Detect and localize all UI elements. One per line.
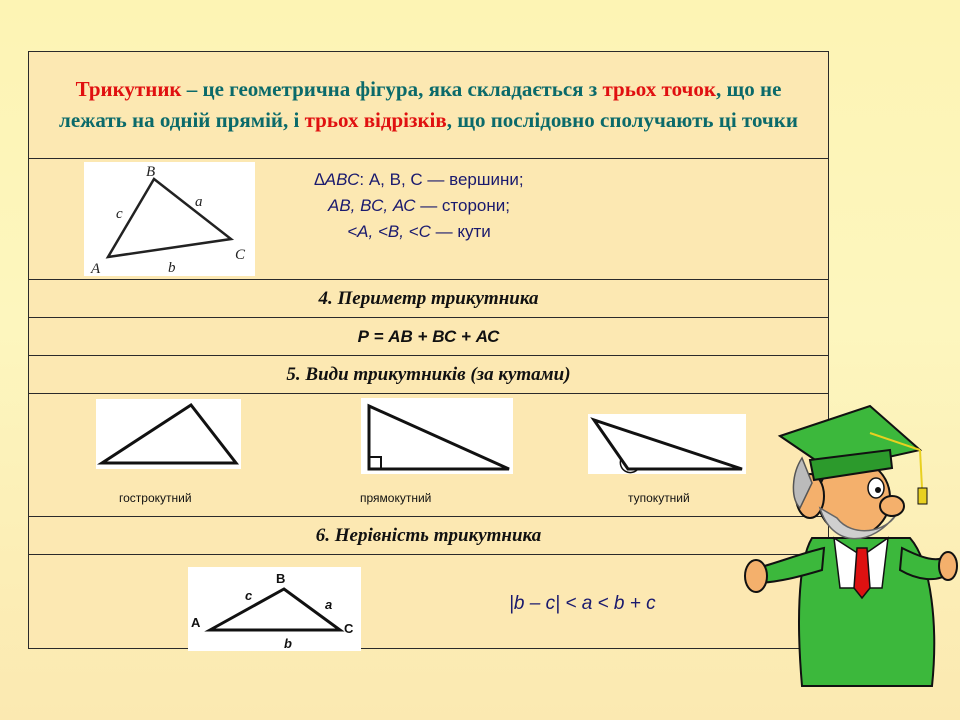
definition-text: Трикутник – це геометрична фігура, яка складається з трьох точок, що не лежать на одній прямій, і трьох відрізків, що послідовно сполучають ці точки xyxy=(59,77,798,132)
left-hand xyxy=(745,560,767,592)
types-heading-row xyxy=(28,355,829,393)
inequality-row xyxy=(28,554,829,649)
vertex-c-label-2: C xyxy=(344,621,354,636)
angles-line: <А, <В, <С — кути xyxy=(347,222,491,241)
obtuse-triangle-drawing xyxy=(588,414,746,474)
nose xyxy=(880,496,904,516)
definition-row xyxy=(28,51,829,158)
perimeter-heading-row xyxy=(28,279,829,317)
obtuse-triangle-figure xyxy=(588,414,746,474)
tassel-string xyxy=(920,450,922,488)
tassel xyxy=(918,488,927,504)
sides-line: АВ, ВС, АС — сторони; xyxy=(328,196,510,215)
right-triangle-drawing xyxy=(361,398,513,474)
vertex-a-label: A xyxy=(91,261,101,276)
types-heading: 5. Види трикутників (за кутами) xyxy=(286,363,571,385)
right-angle-mark xyxy=(369,457,381,469)
acute-triangle-drawing xyxy=(96,399,241,469)
inequality-heading: 6. Нерівність трикутника xyxy=(315,524,542,546)
vertex-a-label-2: A xyxy=(191,615,201,630)
right-caption: прямокутний xyxy=(360,491,432,505)
vertex-b-label: B xyxy=(146,164,156,180)
types-figures-row xyxy=(28,393,829,516)
triangle-inequality-drawing xyxy=(188,567,361,651)
acute-caption: гострокутний xyxy=(119,491,192,505)
right-triangle-shape xyxy=(369,406,509,469)
acute-triangle-figure xyxy=(96,399,241,469)
side-a-label: a xyxy=(195,194,203,210)
side-c-label: c xyxy=(116,206,123,222)
tie xyxy=(854,548,870,598)
inequality-heading-row xyxy=(28,516,829,554)
professor-drawing xyxy=(742,388,958,688)
obtuse-triangle-shape xyxy=(594,420,742,469)
acute-triangle-shape xyxy=(102,405,236,463)
triangle-inequality-shape xyxy=(210,589,340,630)
triangle-abc-drawing xyxy=(84,162,255,276)
perimeter-heading: 4. Периметр трикутника xyxy=(318,287,539,309)
triangle-abc-shape xyxy=(108,179,231,257)
side-b-label-2: b xyxy=(284,636,292,651)
perimeter-formula: Р = АВ + ВС + АС xyxy=(357,326,500,346)
triangle-notation xyxy=(269,167,569,245)
vertices-line: ∆АВС: А, В, С — вершини; xyxy=(314,170,524,189)
side-c-label-2: c xyxy=(245,588,253,603)
vertex-b-label-2: B xyxy=(276,571,286,586)
professor-illustration xyxy=(742,388,958,688)
right-triangle-figure xyxy=(361,398,513,474)
perimeter-formula-row xyxy=(28,317,829,355)
content-table xyxy=(28,51,829,649)
right-hand xyxy=(939,552,957,580)
side-b-label: b xyxy=(168,260,176,276)
triangle-inequality-figure xyxy=(188,567,361,651)
triangle-abc-figure xyxy=(84,162,255,276)
pupil xyxy=(875,487,881,493)
vertex-c-label: C xyxy=(235,247,246,263)
obtuse-caption: тупокутний xyxy=(628,491,690,505)
inequality-formula: |b – c| < a < b + c xyxy=(509,593,656,614)
side-a-label-2: a xyxy=(325,597,333,612)
notation-row xyxy=(28,158,829,279)
